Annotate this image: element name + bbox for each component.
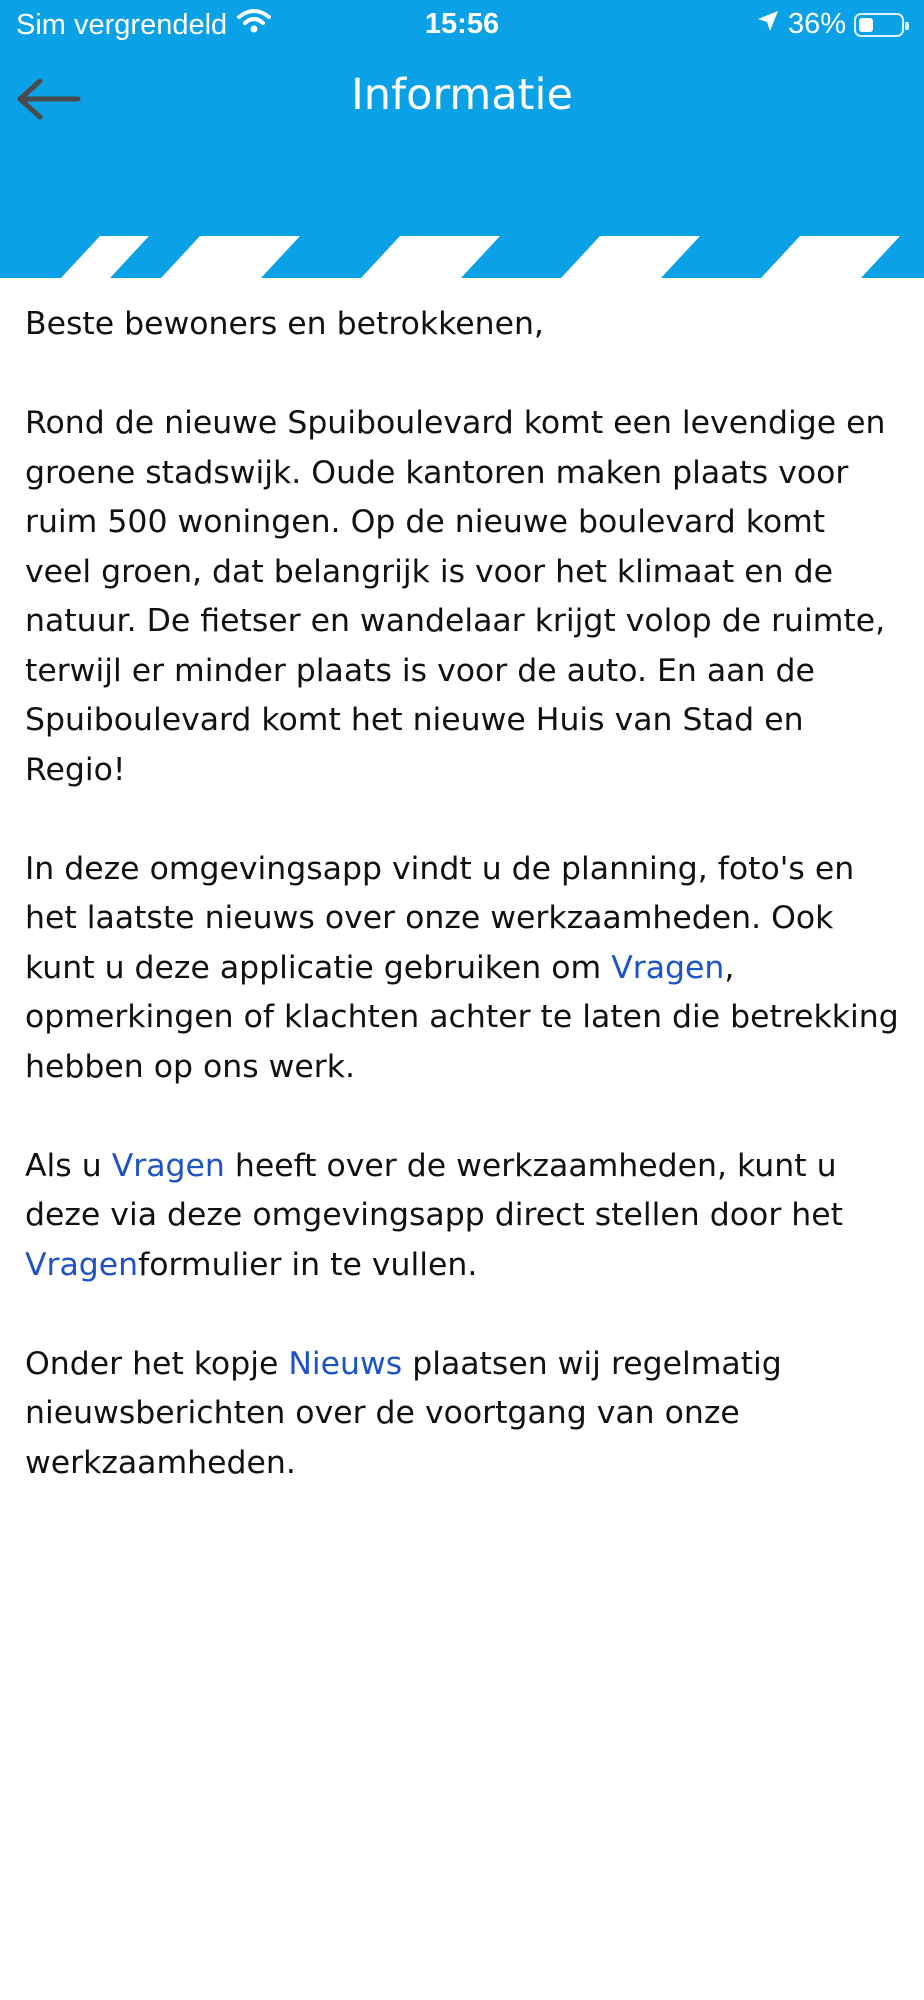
location-arrow-icon xyxy=(756,8,780,41)
nav-bar xyxy=(0,60,924,140)
information-text xyxy=(0,278,924,1488)
status-bar xyxy=(0,0,924,52)
vragen-link[interactable]: Vragen xyxy=(111,1147,225,1184)
carrier-label: Sim vergrendeld xyxy=(16,8,228,41)
news-paragraph-text: Onder het kopje xyxy=(25,1345,289,1382)
battery-icon xyxy=(854,13,904,37)
app-paragraph-text-end: , opmerkingen of klachten achter te laten die betrekking hebben op ons werk. xyxy=(25,949,899,1085)
news-paragraph xyxy=(25,1340,899,1489)
questions-paragraph-text: Als u xyxy=(25,1147,112,1184)
news-paragraph-text-end: plaatsen wij regelmatig nieuwsberichten over de voortgang van onze werkzaamheden. xyxy=(25,1345,782,1481)
questions-paragraph-text-end: formulier in te vullen. xyxy=(138,1246,478,1283)
status-time: 15:56 xyxy=(424,8,500,40)
battery-percentage: 36% xyxy=(787,8,846,40)
header xyxy=(0,0,924,278)
app-paragraph-text: In deze omgevingsapp vindt u de planning, foto's en het laatste nieuws over onze werkzaamheden. Ook kunt u deze applicatie gebruiken om xyxy=(25,850,855,986)
vragen-form-link[interactable]: Vragen xyxy=(25,1246,139,1283)
app-paragraph xyxy=(25,845,899,1093)
battery-nub xyxy=(905,22,909,30)
striped-divider xyxy=(0,236,924,278)
intro-paragraph: Rond de nieuwe Spuiboulevard komt een levendige en groene stadswijk. Oude kantoren maken plaats voor ruim 500 woningen. Op de nieuwe boulevard komt veel groen, dat belangrijk is voor het klimaat en de natuur. De fietser en wandelaar krijgt volop de ruimte, terwijl er minder plaats is voor de auto. En aan de Spuiboulevard komt het nieuwe Huis van Stad en Regio! xyxy=(25,405,886,788)
status-right xyxy=(756,8,904,41)
questions-paragraph-text-middle: heeft over de werkzaamheden, kunt u deze via deze omgevingsapp direct stellen door het xyxy=(25,1147,843,1233)
battery-fill xyxy=(859,18,873,32)
nieuws-link[interactable]: Nieuws xyxy=(288,1345,403,1382)
greeting-paragraph: Beste bewoners en betrokkenen, xyxy=(25,306,544,342)
vragen-link[interactable]: Vragen xyxy=(611,949,725,986)
page-title: Informatie xyxy=(351,70,573,120)
questions-paragraph xyxy=(25,1142,899,1291)
